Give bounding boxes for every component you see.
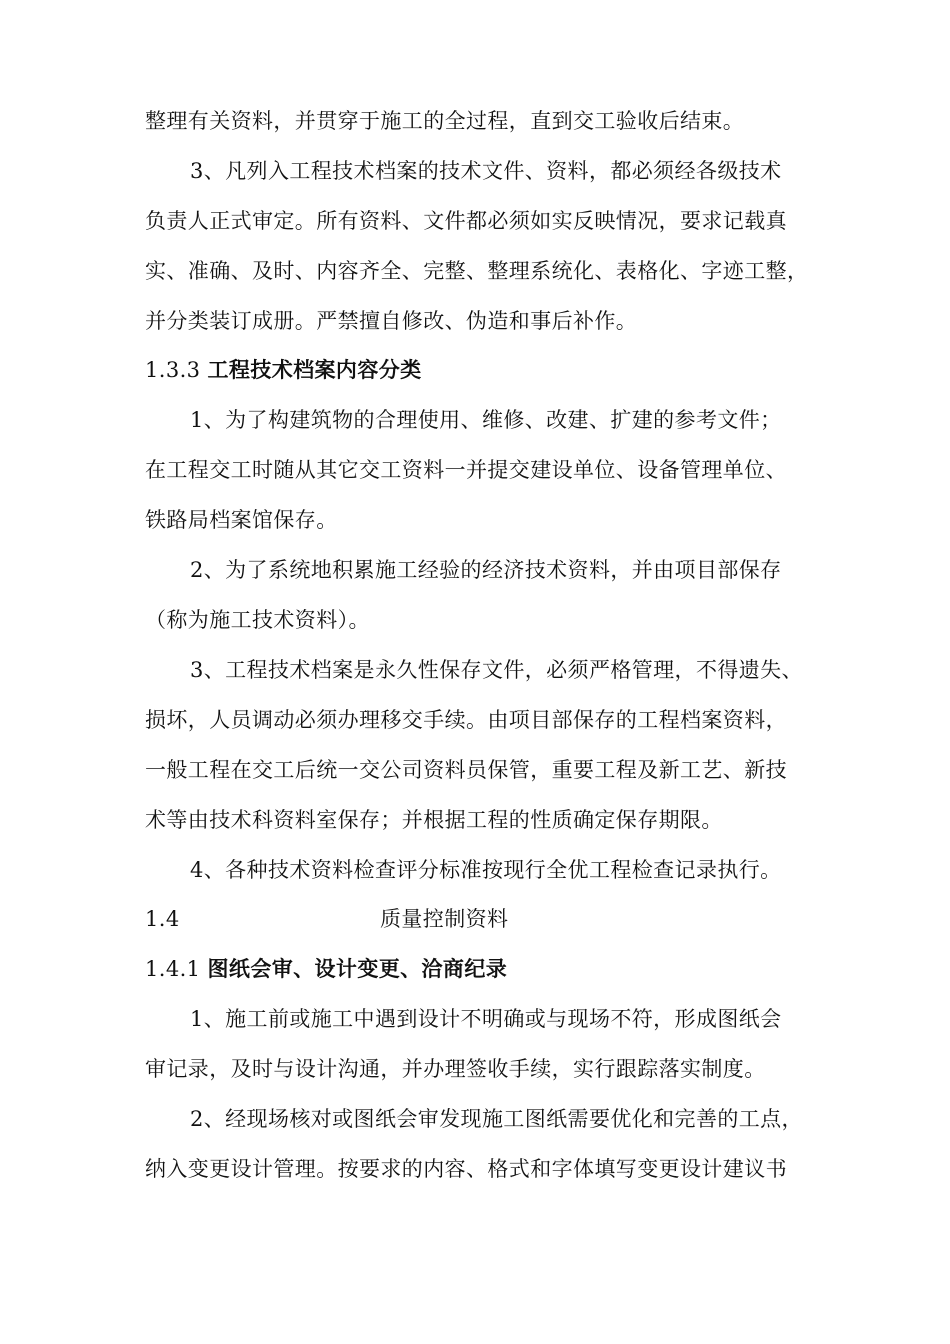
section-title: 质量控制资料 bbox=[380, 907, 509, 931]
paragraph-line: 负责人正式审定。所有资料、文件都必须如实反映情况，要求记载真 bbox=[145, 209, 787, 233]
paragraph-line: 1、为了构建筑物的合理使用、维修、改建、扩建的参考文件； bbox=[190, 408, 782, 432]
paragraph-line: 实、准确、及时、内容齐全、完整、整理系统化、表格化、字迹工整， bbox=[145, 259, 809, 283]
paragraph-line: 一般工程在交工后统一交公司资料员保管，重要工程及新工艺、新技 bbox=[145, 758, 787, 782]
paragraph-line: （称为施工技术资料）。 bbox=[145, 608, 370, 632]
paragraph-line: 整理有关资料，并贯穿于施工的全过程，直到交工验收后结束。 bbox=[145, 109, 745, 133]
paragraph-line: 在工程交工时随从其它交工资料一并提交建设单位、设备管理单位、 bbox=[145, 458, 787, 482]
section-heading-1-3-3 bbox=[145, 355, 825, 385]
section-heading-1-4-1 bbox=[145, 954, 825, 984]
section-heading-1-4 bbox=[145, 904, 825, 934]
paragraph-line: 3、凡列入工程技术档案的技术文件、资料，都必须经各级技术 bbox=[190, 159, 782, 183]
paragraph-line: 审记录，及时与设计沟通，并办理签收手续，实行跟踪落实制度。 bbox=[145, 1057, 766, 1081]
paragraph-line: 铁路局档案馆保存。 bbox=[145, 508, 338, 532]
paragraph-line: 4、各种技术资料检查评分标准按现行全优工程检查记录执行。 bbox=[190, 858, 782, 882]
section-number: 1.4 bbox=[145, 907, 180, 931]
section-title: 图纸会审、设计变更、洽商纪录 bbox=[207, 956, 508, 981]
paragraph-line: 并分类装订成册。严禁擅自修改、伪造和事后补作。 bbox=[145, 309, 638, 333]
paragraph-line: 2、经现场核对或图纸会审发现施工图纸需要优化和完善的工点， bbox=[190, 1107, 803, 1131]
paragraph-line: 2、为了系统地积累施工经验的经济技术资料，并由项目部保存 bbox=[190, 558, 782, 582]
paragraph-line: 纳入变更设计管理。按要求的内容、格式和字体填写变更设计建议书 bbox=[145, 1157, 787, 1181]
paragraph-line: 1、施工前或施工中遇到设计不明确或与现场不符，形成图纸会 bbox=[190, 1007, 782, 1031]
paragraph-line: 损坏，人员调动必须办理移交手续。由项目部保存的工程档案资料， bbox=[145, 708, 787, 732]
section-number: 1.4.1 bbox=[145, 957, 201, 981]
paragraph-line: 3、工程技术档案是永久性保存文件，必须严格管理，不得遗失、 bbox=[190, 658, 803, 682]
section-title: 工程技术档案内容分类 bbox=[207, 357, 422, 382]
section-number: 1.3.3 bbox=[145, 358, 201, 382]
paragraph-line: 术等由技术科资料室保存；并根据工程的性质确定保存期限。 bbox=[145, 808, 723, 832]
